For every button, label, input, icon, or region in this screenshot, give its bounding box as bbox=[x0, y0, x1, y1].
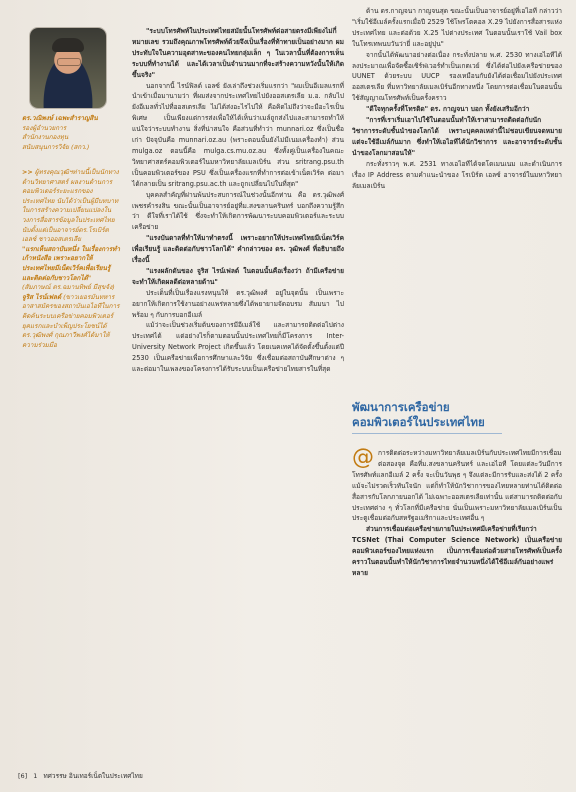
col2-paragraph-4: "แรงบันดาลที่ทำให้มาทำตรงนี้ เพราะอยากให้ประเทศไทยมีเน็ตเวิร์คเพื่อเรียนรู้ และติดต่อกับชาวโลกได้" คำกล่าวของ ดร. วุฒิพงศ์ ที่อธิบายถึงเรื่องนี้ bbox=[132, 234, 344, 265]
heading-underline bbox=[352, 433, 502, 434]
intro-text: ผู้ทรงคุณวุฒิฯท่านนี้เป็นนักทางด้านวิทยาศาสตร์ ผลงานด้านการคอมพิวเตอร์ระยะแรกของประเทศไทย นับได้ว่าเป็นผู้มีบทบาทในการสร้างความเปลี่ยนแปลงในวงการสื่อสารข้อมูลในประเทศไทย นับตั้งแต่เป็นอาจารย์ดร.โรเบิร์ต เอลซ์ ชาวออสเตรเลีย bbox=[22, 168, 119, 244]
byline-role: รองผู้อำนวยการ bbox=[22, 123, 67, 132]
portrait-hair bbox=[52, 38, 84, 52]
portrait-glasses bbox=[57, 58, 81, 66]
at-sign-icon: @ bbox=[352, 445, 374, 470]
byline-org-line2: สนับสนุนการวิจัย (สกว.) bbox=[22, 142, 90, 151]
page-footer bbox=[18, 771, 147, 781]
column-2 bbox=[132, 26, 344, 375]
quote2-text: (ขาวเยอรมันทหารอาสาสมัครของสถาบันเอไอทีในการคิดค้นระบบเครือข่ายคอมพิวเตอร์ยุคแรกและบำเพ็ญประโยชน์ได้ ดร.วุฒิพงศ์ กุณภาวีพงศ์ได้มาให้ความร่วมมือ bbox=[22, 292, 120, 349]
quote2-bold: จูริส ไรน์เฟลด์ bbox=[22, 292, 62, 301]
sidebar-quote1: "แรกเห็นสถาบันหนึ่ง ในเรื่องการทำเก้าหนังสือ เพราะอยากให้ประเทศไทยมีเน็ตเวิร์คเพื่อเรียนรู้ และติดต่อกับชาวโลกได้" bbox=[22, 244, 120, 282]
publication-title: ทศวรรษ อินเทอร์เน็ตในประเทศไทย bbox=[43, 772, 143, 780]
col3-paragraph-4: "การที่เราเริ่มเอาไปใช้ในตอนนั้นทำให้เราสามารถติดต่อกับนักวิชาการระดับชั้นนำของโลกได้ เพราะบุคคลเหล่านี้ไม่ชอบเขียนจดหมาย แต่จะใช้อีเมล์กันมาก ซึ่งทำให้เอไอทีได้นักวิชาการ และอาจารย์ระดับชั้นนำของโลกมาสอนให้" bbox=[352, 116, 562, 157]
col3-paragraph-6 bbox=[352, 445, 562, 524]
author-byline bbox=[22, 114, 120, 152]
col2-paragraph-7: แม้ว่าจะเป็นช่วงเริ่มต้นของการมีอีเมล์ใช้ และสามารถติดต่อไปต่างประเทศได้ แต่อย่างไรก็ตามตอนนั้นประเทศไทยก็มีโครงการ Inter-University Network Project เกิดขึ้นแล้ว โดยเนคเทคได้จัดตั้งขึ้นตั้งแต่ปี 2530 เป็นเครือข่ายเพื่อการศึกษาและวิจัย ซึ่งเชื่อมต่อสถาบันศึกษาต่าง ๆ และต่อมาในเพลงของโครงการได้รับระบบเป็นเครือข่ายไทยสารในที่สุด bbox=[132, 321, 344, 374]
col3-paragraph-6-text: การติดต่อระหว่างมหาวิทยาลัยเมลเบิร์นกับประเทศไทยมีการเชื่อมต่อสองจุด คือที่ม.สงขลานครินทร์ และเอไอที โดยแต่ละวันมีการโทรศัพท์แลกอีเมล์ 2 ครั้ง จะเป็นวันพุธ ๆ จึงแต่ละมีการรับและส่งได้ 2 ครั้ง แม้จะไม่รวดเร็วทันใจนัก แต่ก็ทำให้นักวิชาการของไทยหลายท่านได้ติดต่อสื่อสารกับโลกภายนอกได้ ไม่เฉพาะออสเตรเลียเท่านั้น แต่สามารถติดต่อกับประเทศต่าง ๆ ทั่วโลกที่มีเครือข่าย นั่นเป็นเพราะมหาวิทยาลัยเมลเบิร์นเป็นประตูเชื่อมต่อกับสหรัฐอเมริกาและประเทศอื่น ๆ bbox=[352, 449, 562, 523]
col3-paragraph-1: ด้าน ดร.กาญจนา กาญจนสุด ขณะนั้นเป็นอาจารย์อยู่ที่เอไอที กล่าวว่า "เริ่มใช้อีเมล์ครั้งแรกเมื่อปี 2529 ใช้โพรโตคอล X.29 ไปยังการสื่อสารแห่งประเทศไทย และต่อด้วย X.25 ไปต่างประเทศ ในตอนนั้นเราใช้ Vail box ในโทรเทพนบวันว่ายี่ และอยู่ปุน" bbox=[352, 7, 562, 48]
section-heading bbox=[352, 400, 562, 434]
section-heading-line1: พัฒนาการเครือข่าย bbox=[352, 400, 450, 414]
sidebar-intro bbox=[22, 168, 120, 350]
col3-paragraph-2: จากนั้นได้พัฒนาอย่างต่อเนื่อง กระทั่งปลาย พ.ศ. 2530 ทางเอไอทีได้ลงประมาณเพื่อจัดซื้อเซิร์ฟเวอร์ทำเป็นเกตเวย์ ซึ่งได้ต่อไปยังเครือข่ายของ UUNET ด้วยระบบ UUCP รองเหมือนกับยังได้ต่อเชื่อมไปยังประเทศออสเตรเลีย ที่มหาวิทยาลัยเมลเบิร์นอีกทางหนึ่ง โดยการต่อเชื่อมในตอนนั้นใช้สัญญาณโทรศัพท์เป็นครั้งคราว bbox=[352, 50, 562, 103]
col3-paragraph-7: ส่วนการเชื่อมต่อเครือข่ายภายในประเทศมีเครือข่ายที่เรียกว่า TCSNet (Thai Computer Science Network) เป็นเครือข่ายคอมพิวเตอร์ของไทยแห่งแรก เป็นการเชื่อมต่อด้วยสายโทรศัพท์เป็นครั้งคราวในตอนนั้นทำให้นักวิชาการไทยจำนวนหนึ่งได้ใช้อีเมล์กันอย่างแพร่หลาย bbox=[352, 525, 562, 577]
col2-paragraph-3: บุคคลสำคัญที่ผ่านพ้นประสบการณ์ในช่วงนั้นอีกท่าน คือ ดร.วุฒิพงศ์ เพชรคำรงสิน ขณะนั้นเป็นอาจารย์อยู่ที่ม.สงขลานครินทร์ บอกถึงความรู้สึกว่า ดีใจที่เราได้ใช้ ซึ่งจะทำให้เกิดการพัฒนาระบบคอมพิวเตอร์และระบบเครือข่าย bbox=[132, 190, 344, 232]
page-number: [6] bbox=[18, 772, 28, 780]
author-portrait-image bbox=[30, 28, 106, 108]
col2-paragraph-6: ประเด็นที่เป็นเรื่องแรงหนุนให้ ดร.วุฒิพงศ์ อยู่ในจุดนั้น เป็นเพราะ อยากให้เกิดการใช้งานอย่างแพร่หลายซึ่งได้พยายามจัดอบรม สัมมนา ไปพร้อม ๆ กับการบอกอีเมล์ bbox=[132, 288, 344, 319]
col3-paragraph-5: กระทั่งราวๆ พ.ศ. 2531 ทางเอไอทีได้จดโดเมนเนม และดำเนินการเรื่อง IP Address ตามคำแนะนำของ โรเบิร์ต เอลซ์ อาจารย์ในมหาวิทยาลัยเมลเบิร์น bbox=[352, 159, 562, 190]
sidebar-quote2 bbox=[22, 293, 120, 351]
byline-org-line1: สำนักงานกองทุน bbox=[22, 133, 69, 142]
col2-paragraph-5: "แรงผลักดันของ จูริส ไรน์เฟลด์ ในตอนนั้นคือเรื่องว่า ถ้ามีเครือข่าย จะทำให้เกิดผลดีต่อหลายด้าน" bbox=[132, 266, 344, 286]
column-3-bottom bbox=[352, 445, 562, 579]
byline-name: ดร.วณิพงษ์ เฉพะสำราญสิน bbox=[22, 114, 98, 122]
sidebar-caption: (สัมภาษณ์ ดร.ฉมานทิพย์ มีสุขจัง) bbox=[22, 283, 115, 292]
footer-separator: 1 bbox=[33, 772, 38, 780]
col2-paragraph-1: "ระบบโทรศัพท์ในประเทศไทยสมัยนั้นโทรศัพท์ต่อสายตรงมีเพียงไม่กี่หมายเลข รวมถึงคุณภาพโทรศัพท์ด้วยจึงเป็นเรื่องที่ท้าทายเป็นอย่างมาก ผมประทับใจในความอุตสาหะของคนไทยกลุ่มเล็ก ๆ ในเวลานั้นที่ต้องการเห็นระบบที่ทำงานได้ และได้เวลาเป็นจำนวนมากที่จะสร้างความหวังนั้นให้เกิดขึ้นจริง" bbox=[132, 27, 344, 79]
sidebar-intro-text bbox=[22, 168, 120, 245]
column-3-top bbox=[352, 6, 562, 191]
col2-paragraph-2: นอกจากนี้ ไรน์ฟิลด์ เอลซ์ ยังเล่าถึงช่วงเริ่มแรกว่า "ผมเป็นอีเมลแรกที่นำเข้าเมื่อมานามว่า ที่ผมส่งจากประเทศไทยไปยังออสเตรเลีย ม.อ. กลับไปยังอีเมลทั่วไปที่ออสเตรเลีย ไม่ได้ส่งอะไรไปให้ คือคิดไม่ถึงว่าจะมีอะไรเป็นพิเศษ เป็นเพียงแต่การส่งเพื่อให้ได้เห็นว่าเมล์ถูกส่งไปและสามารถทำให้แน่ใจว่าระบบทำงาน สิ่งที่น่าสนใจ คือส่วนที่ทำว่า munnari.oz ซึ่งเป็นชื่อเก่า ปัจจุบันคือ munnari.oz.au (พราะตอนนั้นยังไม่มีเนมเครื่องทำ) ส่วน mulga.oz ตอนนี้คือ mulga.cs.mu.oz.au ซึ่งทั้งคู่เป็นเครื่องในคณะวิทยาศาสตร์คอมพิวเตอร์ในมหาวิทยาลัยเมลเบิร์น ส่วน sritrang.psu.th เป็นคอมพิวเตอร์ของ PSU ซึ่งเป็นเครื่องแรกที่ทำการต่อเข้าเน็ตเวิร์ค ต่อมาได้กลายเป็น sritrang.psu.ac.th และถูกเปลี่ยนไปในที่สุด" bbox=[132, 81, 344, 188]
section-heading-line2: คอมพิวเตอร์ในประเทศไทย bbox=[352, 415, 485, 429]
arrows-icon: >> bbox=[22, 168, 33, 176]
col3-paragraph-3: "ดีใจทุกครั้งที่โทรติด" ดร. กาญจนา บอก ทั้งยังเสริมอีกว่า bbox=[366, 105, 530, 114]
